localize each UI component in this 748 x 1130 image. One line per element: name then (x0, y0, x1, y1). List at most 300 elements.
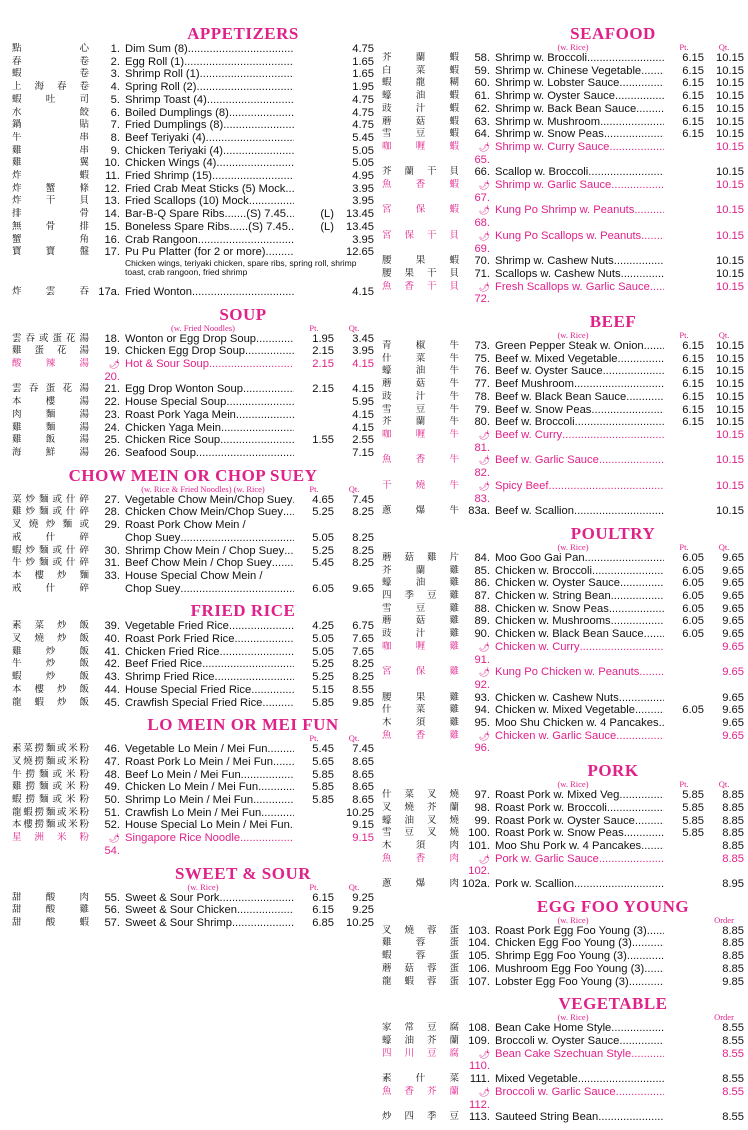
dot-leader (272, 557, 294, 570)
price-small: 6.85 (312, 916, 334, 929)
price-small: 4.25 (312, 620, 334, 633)
dot-leader (234, 633, 294, 646)
chinese-name: 素什菜 (382, 1073, 460, 1085)
price-small: 1.95 (312, 332, 334, 345)
menu-item-row (12, 633, 374, 646)
price-large: 10.15 (716, 52, 744, 64)
item-name (495, 692, 664, 705)
dot-leader (615, 90, 664, 103)
item-name-text: Chicken Lo Mein / Mei Fun (125, 781, 259, 794)
item-name-text: Vegetable Chow Mein/Chop Suey (125, 493, 293, 506)
menu-item-row (382, 141, 744, 166)
dot-leader (220, 434, 294, 447)
section-note: (w. Rice) (557, 330, 589, 341)
price-large: 12.65 (346, 246, 374, 259)
item-name (125, 671, 294, 684)
item-number: 76. (474, 365, 490, 378)
item-name (125, 94, 294, 107)
item-name-text: Egg Roll (1) (125, 55, 185, 68)
chinese-name: 雞炒飯 (12, 645, 90, 657)
price-large: 4.15 (352, 408, 374, 421)
dot-leader (209, 358, 294, 371)
item-name-text: Beef Fried Rice (125, 658, 203, 671)
dot-leader (562, 429, 664, 442)
item-number: 45. (104, 696, 120, 709)
item-name (125, 794, 294, 807)
menu-item-row (12, 145, 374, 158)
menu-item-row (382, 730, 744, 755)
chinese-name: 雞飯湯 (12, 434, 90, 446)
item-name-text: Chicken w. Cashew Nuts (495, 691, 619, 704)
section-subheader (112, 485, 374, 494)
item-name (495, 454, 664, 467)
menu-item-row (382, 937, 744, 950)
price-small: 2.15 (312, 345, 334, 358)
menu-item-row (12, 68, 374, 81)
price-large: 6.75 (352, 620, 374, 633)
item-name-text: Fried Wonton (125, 285, 192, 298)
menu-item-row (382, 454, 744, 479)
item-name-text: Pu Pu Platter (for 2 or more) (125, 246, 266, 259)
item-name-text: Beef w. Snow Peas (495, 403, 592, 416)
quart-header: Qt. (718, 330, 730, 341)
item-name (495, 590, 664, 603)
dot-leader (620, 577, 664, 590)
menu-item-row (12, 545, 374, 558)
item-name-text: Moo Goo Gai Pan (495, 551, 585, 564)
item-number: 🌶 110. (469, 1048, 490, 1073)
item-number: 59. (474, 64, 490, 77)
item-name (495, 204, 664, 217)
item-name (125, 570, 294, 583)
menu-item-row (382, 77, 744, 90)
section-note: (w. Rice) (557, 779, 589, 790)
item-name-text: Broccoli w. Garlic Sauce (495, 1085, 616, 1098)
dot-leader (196, 447, 294, 460)
dot-leader (229, 107, 294, 120)
item-name-text: Shrimp Fried Rice (125, 671, 215, 684)
item-number: 22. (104, 396, 120, 409)
menu-item-row (382, 666, 744, 691)
item-name-text: Shrimp w. Lobster Sauce (495, 77, 620, 90)
price-small: 5.85 (312, 781, 334, 794)
item-name (495, 925, 664, 938)
item-name-text: Chicken Yaga Mein (125, 421, 221, 434)
item-number: 98. (474, 801, 490, 814)
chinese-name: 炸蟹條 (12, 182, 90, 194)
price-large: 7.15 (352, 446, 374, 459)
menu-item-row (382, 365, 744, 378)
dot-leader (616, 730, 664, 743)
chinese-name: 白菜蝦 (382, 64, 460, 76)
price-small: 5.25 (312, 506, 334, 519)
item-number: 18. (104, 332, 120, 345)
dot-leader (284, 545, 294, 558)
price-small: 6.15 (682, 352, 704, 365)
section-title: EGG FOO YOUNG (536, 896, 690, 916)
price-large: 10.15 (716, 479, 744, 492)
left-column (12, 24, 374, 936)
menu-item-row (12, 157, 374, 170)
dot-leader (240, 832, 294, 845)
dot-leader (574, 378, 664, 391)
item-name-text: Chicken Wings (4) (125, 157, 217, 170)
dot-leader (262, 697, 294, 710)
quart-header: Qt. (348, 483, 360, 494)
price-large: 3.95 (352, 345, 374, 358)
item-number: 30. (104, 544, 120, 557)
item-name (125, 434, 294, 447)
item-number: 100. (468, 827, 490, 840)
item-number: 9. (110, 144, 120, 157)
menu-item-row (382, 1048, 744, 1073)
item-number: 🌶 54. (104, 833, 120, 857)
dot-leader (226, 396, 294, 409)
dot-leader (639, 666, 664, 679)
pint-header: Pt. (309, 881, 319, 892)
item-name (495, 65, 664, 78)
price-large: 4.75 (352, 119, 374, 132)
item-number: 🌶 92. (474, 667, 490, 691)
price-large: 8.85 (722, 814, 744, 827)
menu-item-row (12, 358, 374, 383)
price-small: 5.65 (312, 755, 334, 768)
price-large: 8.55 (722, 1022, 744, 1035)
item-number: 71. (474, 267, 490, 280)
chinese-name: 蠔油雞 (382, 577, 460, 589)
item-name-text: Chicken w. Black Bean Sauce (495, 628, 644, 641)
chinese-name: 咖喱蝦 (382, 140, 460, 152)
chinese-name: 菜炒麵或什碎 (12, 493, 90, 505)
price-small: 5.45 (312, 557, 334, 570)
price-large: 4.15 (352, 358, 374, 371)
item-number: 15. (104, 220, 120, 233)
dot-leader (232, 917, 294, 930)
price-small: 6.15 (682, 378, 704, 391)
item-name-text: Chicken w. Broccoli (495, 564, 592, 577)
dot-leader (619, 77, 664, 90)
item-name (125, 119, 294, 132)
item-name-text: Beef w. Black Bean Sauce (495, 390, 627, 403)
menu-item-row (382, 90, 744, 103)
chinese-name: 蠔油叉燒 (382, 814, 460, 826)
item-number: 66. (474, 166, 490, 179)
item-name (495, 365, 664, 378)
item-number: 23. (104, 408, 120, 421)
item-name (125, 769, 294, 782)
chinese-name: 甜酸肉 (12, 891, 90, 903)
menu-item-row (12, 234, 374, 247)
chinese-name: 龍蝦蓉蛋 (382, 975, 460, 987)
dot-leader (258, 781, 294, 794)
chinese-name: 雪豆叉燒 (382, 827, 460, 839)
item-name (125, 819, 294, 832)
section-note: (w. Rice) (557, 42, 589, 52)
item-name (495, 391, 664, 404)
price-small: 6.15 (682, 90, 704, 103)
item-name (495, 717, 664, 730)
price-large: 10.15 (716, 229, 744, 242)
section-subheader (112, 734, 374, 743)
dot-leader (197, 81, 294, 94)
price-large: 9.65 (722, 564, 744, 577)
item-name-text: Shrimp w. Chinese Vegetable (495, 64, 642, 77)
menu-item-row (12, 56, 374, 69)
dot-leader (627, 950, 664, 963)
menu-item-row (382, 552, 744, 565)
menu-item-row (382, 1111, 744, 1124)
item-name-text: Chicken Teriyaki (4) (125, 144, 224, 157)
chinese-name: 本樓炒麵 (12, 569, 90, 581)
menu-item-row (382, 827, 744, 840)
chinese-name: 豉汁牛 (382, 390, 460, 402)
section-subheader (482, 916, 744, 925)
item-number: 39. (104, 620, 120, 633)
item-name (495, 268, 664, 281)
price-large: 8.25 (352, 658, 374, 671)
price-large: 1.65 (352, 68, 374, 81)
dot-leader (641, 840, 664, 853)
price-large: 1.65 (352, 55, 374, 68)
item-name (495, 353, 664, 366)
menu-item-row (12, 434, 374, 447)
item-number: 107. (468, 975, 490, 988)
menu-item-row (12, 94, 374, 107)
chinese-name: 雪豆蝦 (382, 128, 460, 140)
price-large: 13.45 (346, 208, 374, 221)
menu-item-row (12, 743, 374, 756)
dot-leader (616, 1086, 664, 1099)
item-number: 78. (474, 390, 490, 403)
item-name-text: Shrimp w. Snow Peas (495, 128, 604, 141)
item-name (495, 937, 664, 950)
item-number: 29. (104, 519, 120, 532)
chinese-name: 龍蝦撈麵或米粉 (12, 806, 90, 818)
item-name-text: Chicken Rice Soup (125, 434, 221, 447)
menu-item-row (12, 557, 374, 570)
dot-leader (585, 552, 664, 565)
price-large: 4.15 (352, 383, 374, 396)
dot-leader (267, 743, 294, 756)
menu-item-row (12, 132, 374, 145)
item-name (125, 345, 294, 358)
item-number: 25. (104, 434, 120, 447)
item-name (495, 976, 664, 989)
menu-item-row (382, 404, 744, 417)
menu-item-row (382, 429, 744, 454)
price-large: 10.15 (716, 340, 744, 353)
menu-item-row (12, 183, 374, 196)
item-name-text: Singapore Rice Noodle (125, 832, 241, 845)
menu-item-row (382, 353, 744, 366)
item-number: 🌶 102. (468, 853, 490, 878)
price-large: 8.85 (722, 937, 744, 950)
chinese-name: 四季豆雞 (382, 590, 460, 602)
item-name-text: Beef w. Curry (495, 428, 563, 441)
dot-leader (261, 807, 294, 820)
item-name (125, 633, 294, 646)
menu-item-row (382, 1073, 744, 1086)
item-name-text: House Special Soup (125, 396, 227, 409)
menu-section-beef (382, 312, 744, 518)
item-name-text: House Special Fried Rice (125, 683, 252, 696)
section-title: SOUP (219, 304, 267, 324)
item-name (495, 552, 664, 565)
price-large: 3.95 (352, 233, 374, 246)
item-name (125, 286, 294, 299)
price-large: 8.55 (352, 683, 374, 696)
dot-leader (223, 145, 294, 158)
item-name (125, 917, 294, 930)
dot-leader (631, 1048, 664, 1061)
menu-section-lo-mein-or-mei-fun (12, 715, 374, 857)
item-name-text: Shrimp w. Back Bean Sauce (495, 102, 637, 115)
pint-header (664, 1013, 704, 1022)
price-large: 4.75 (352, 93, 374, 106)
dot-leader (588, 166, 664, 179)
chinese-name: 點 心 (12, 43, 90, 54)
item-number: 80. (474, 416, 490, 429)
item-name-text: Wonton or Egg Drop Soup (125, 332, 257, 345)
item-number: 85. (474, 564, 490, 577)
price-large: 9.65 (722, 691, 744, 704)
price-small: (L) (320, 208, 334, 221)
chinese-name: 甜酸雞 (12, 904, 90, 916)
price-large: 8.25 (352, 506, 374, 519)
chinese-name: 寶寶盤 (12, 246, 90, 258)
price-large: 10.15 (716, 416, 744, 429)
section-note: (w. Rice) (557, 914, 589, 925)
chinese-name: 魚香干貝 (382, 280, 460, 292)
chinese-name: 蝦蓉蛋 (382, 950, 460, 962)
menu-item-row (382, 1086, 744, 1111)
chinese-name: 春 卷 (12, 55, 90, 67)
menu-item-row (382, 815, 744, 828)
dot-leader (285, 183, 294, 196)
price-small: 6.15 (682, 52, 704, 64)
dot-leader (635, 704, 664, 717)
price-large: 10.15 (716, 102, 744, 115)
item-number: 40. (104, 633, 120, 646)
chinese-name: 水 餃 (12, 106, 90, 118)
item-name (495, 378, 664, 391)
dot-leader (592, 565, 664, 578)
item-number: 99. (474, 814, 490, 827)
item-number: 17. (104, 246, 120, 259)
item-number: 87. (474, 590, 490, 603)
item-name (495, 52, 664, 65)
chili-pepper-icon: 🌶 (478, 853, 490, 864)
chinese-name: 芥蘭干貝 (382, 166, 460, 178)
price-large: 7.65 (352, 633, 374, 646)
chinese-name: 牛炒飯 (12, 658, 90, 670)
dot-leader (220, 892, 294, 905)
chili-pepper-icon: 🌶 (478, 141, 490, 152)
menu-section-appetizers (12, 24, 374, 299)
item-name (495, 1048, 664, 1061)
pint-header: Pt. (679, 330, 689, 341)
chinese-name: 星洲米粉 (12, 832, 90, 844)
price-small: 5.05 (312, 645, 334, 658)
item-name (495, 480, 664, 493)
dot-leader (619, 789, 664, 802)
pint-header: Pt. (309, 322, 319, 333)
item-number: 63. (474, 115, 490, 128)
price-large: 9.65 (722, 551, 744, 564)
item-number: 106. (468, 962, 490, 975)
item-name (495, 730, 664, 743)
price-small: 6.15 (682, 102, 704, 115)
item-name (125, 807, 294, 820)
item-name (495, 128, 664, 141)
item-number: 🌶 91. (474, 641, 490, 666)
dot-leader (611, 615, 664, 628)
item-name-text: Roast Pork Chow Mein / (125, 519, 246, 532)
chinese-name: 蝦撈麵或米粉 (12, 794, 90, 806)
menu-item-row (382, 925, 744, 938)
price-large: 8.55 (722, 1073, 744, 1086)
dot-leader (198, 234, 294, 247)
item-name (125, 333, 294, 346)
menu-item-row (382, 577, 744, 590)
chinese-name: 炒四季豆 (382, 1111, 460, 1123)
price-small: 5.85 (312, 696, 334, 709)
dot-leader (598, 1111, 664, 1124)
chinese-name: 什菜雞 (382, 704, 460, 716)
item-name-text: Shrimp Chow Mein / Chop Suey (125, 544, 285, 557)
quart-header: Order (714, 914, 734, 925)
chinese-name: 宮保干貝 (382, 229, 460, 241)
chinese-name: 牛撈麵或米粉 (12, 768, 90, 780)
item-name (495, 505, 664, 518)
price-large: 5.05 (352, 157, 374, 170)
item-name (495, 230, 664, 243)
chili-pepper-icon: 🌶 (478, 667, 490, 678)
item-name-text: Fresh Scallops w. Garlic Sauce (495, 280, 650, 293)
dot-leader (212, 170, 294, 183)
item-name (125, 557, 294, 570)
item-name-text: Bar-B-Q Spare Ribs.......(S) 7.45 (125, 208, 287, 221)
item-name-text: Chicken Fried Rice (125, 645, 220, 658)
item-number: 108. (468, 1022, 490, 1035)
section-subheader (482, 543, 744, 552)
menu-section-seafood (382, 24, 744, 306)
menu-item-row (12, 119, 374, 132)
item-number: 3. (110, 68, 120, 81)
chili-pepper-icon: 🌶 (108, 359, 120, 370)
item-name-text: Roast Pork Fried Rice (125, 633, 235, 646)
item-number: 🌶 65. (474, 141, 490, 166)
item-number: 33. (104, 569, 120, 582)
menu-item-row (382, 615, 744, 628)
chinese-name: 宮保蝦 (382, 204, 460, 216)
item-name-text: Beef w. Mixed Vegetable (495, 352, 618, 365)
dot-leader (578, 1073, 664, 1086)
item-name (495, 641, 664, 654)
section-subheader (482, 43, 744, 52)
chinese-name: 雲吞蛋花湯 (12, 383, 90, 395)
dot-leader (192, 286, 294, 299)
chinese-name: 蝦龍糊 (382, 77, 460, 89)
price-large: 8.65 (352, 755, 374, 768)
item-name (495, 565, 664, 578)
item-name (495, 963, 664, 976)
price-large: 4.75 (352, 43, 374, 55)
chinese-name: 蟹 角 (12, 233, 90, 245)
price-small: 5.85 (682, 814, 704, 827)
item-name (125, 68, 294, 81)
quart-header: Qt. (718, 42, 730, 52)
